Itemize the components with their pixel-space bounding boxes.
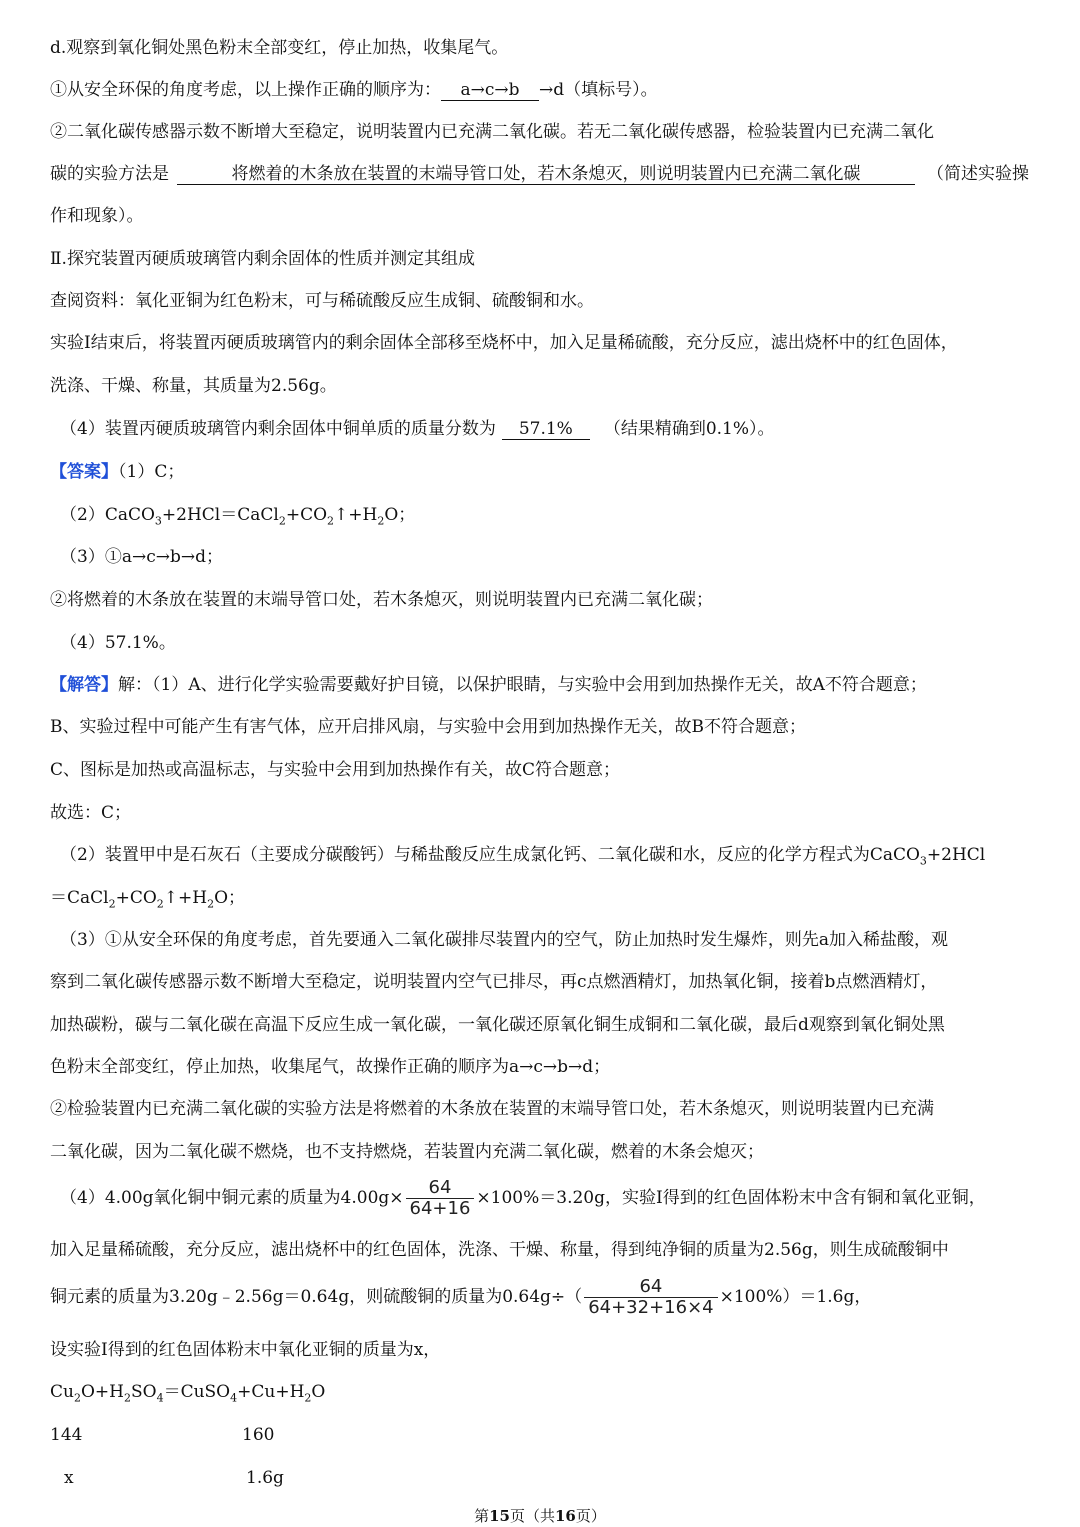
text-line [50,37,508,59]
text: 160 [242,1425,275,1445]
fraction [406,1178,475,1219]
text: →d（填标号）。 [539,80,658,100]
text-line [50,1141,764,1163]
question-3-2 [50,163,1029,185]
text-line [60,546,223,568]
text-line [50,589,713,611]
text-line [50,332,958,354]
subscript: 4 [230,1391,238,1405]
text-line [50,1014,945,1036]
solution-tag: 【解答】 [50,675,118,695]
text: x [64,1468,74,1488]
text: O； [384,505,416,525]
question-3-1 [50,79,658,101]
subscript: 3 [154,514,162,528]
subscript: 2 [377,514,385,528]
text: 1.6g [246,1468,284,1488]
subscript: 2 [304,1391,312,1405]
subscript: 2 [73,1391,81,1405]
equation-line [50,1381,325,1409]
solution-line [50,674,927,696]
section-heading [50,248,475,270]
answer-line [50,461,184,483]
text: （简述实验操 [927,164,1029,184]
subscript: 2 [123,1391,131,1405]
text: 第 [474,1507,490,1525]
text-line [50,716,806,738]
text-line [50,375,337,397]
text: ×100%）＝1.6g， [719,1287,872,1307]
text: SO [130,1382,157,1402]
text-line [50,121,934,143]
text: B、实验过程中可能产生有害气体，应开启排风扇，与实验中会用到加热操作无关，故B不符合题意； [50,717,806,737]
text: ↑+H [334,505,378,525]
text: +Cu+H [237,1382,305,1402]
subscript: 2 [108,897,116,911]
text-line [50,802,131,824]
subscript: 2 [207,897,215,911]
text-line [50,290,594,312]
text: ↑+H [163,888,208,908]
text: ×100%＝3.20g，实验Ⅰ得到的红色固体粉末中含有铜和氧化亚铜， [476,1188,986,1208]
text: d.观察到氧化铜处黑色粉末全部变红，停止加热，收集尾气。 [50,38,509,58]
text: 碳的实验方法是 [50,164,169,184]
text: （2）CaCO [60,505,155,525]
denominator: 64+32+16×4 [584,1297,717,1318]
ratio-line [50,1424,82,1446]
formula-line [60,1178,986,1219]
text: O+H [80,1382,124,1402]
equation-line [60,504,415,532]
text: 页） [575,1507,606,1525]
text: 色粉末全部变红，停止加热，收集尾气，故操作正确的顺序为a→c→b→d； [50,1057,611,1077]
ratio-line [64,1467,74,1489]
answer-tag: 【答案】 [50,462,118,482]
text: +CO [285,505,328,525]
question-4 [60,418,775,440]
ratio-line [242,1424,274,1446]
text: （4）57.1%。 [60,633,176,653]
equation-line [50,887,245,915]
subscript: 2 [156,897,164,911]
text: （4）4.00g氧化铜中铜元素的质量为4.00g× [60,1188,404,1208]
answer-blank: a→c→b [441,80,539,101]
text-line [50,1339,440,1361]
answer-blank: 57.1% [502,419,590,440]
text: 作和现象）。 [50,206,144,226]
page-number: 15 [489,1507,510,1525]
text: （2）装置甲中是石灰石（主要成分碳酸钙）与稀盐酸反应生成氯化钙、二氧化碳和水，反应的化学方程式为CaCO [60,845,920,865]
text: 铜元素的质量为3.20g﹣2.56g＝0.64g，则硫酸铜的质量为0.64g÷（ [50,1287,583,1307]
text: O； [214,888,246,908]
fraction [584,1277,717,1318]
text: +CO [115,888,157,908]
subscript: 2 [327,514,335,528]
text: +2HCl＝CaCl [161,505,279,525]
text: （3）①从安全环保的角度考虑，首先要通入二氧化碳排尽装置内的空气，防止加热时发生爆炸，则先a加入稀盐酸，观 [60,930,948,950]
text: 144 [50,1425,83,1445]
denominator: 64+16 [406,1198,475,1219]
text: 加入足量稀硫酸，充分反应，滤出烧杯中的红色固体，洗涤、干燥、称量，得到纯净铜的质量为2.56g，则生成硫酸铜中 [50,1240,949,1260]
text: （结果精确到0.1%）。 [603,419,775,439]
text: 设实验Ⅰ得到的红色固体粉末中氧化亚铜的质量为x， [50,1340,441,1360]
text: 故选：C； [50,803,132,823]
subscript: 2 [278,514,286,528]
text-line [50,1056,610,1078]
formula-line [50,1277,871,1318]
text: O [311,1382,326,1402]
subscript: 4 [156,1391,164,1405]
text-line [50,971,937,993]
text: 加热碳粉，碳与二氧化碳在高温下反应生成一氧化碳，一氧化碳还原氧化铜生成铜和二氧化碳，最后d观察到氧化铜处黑 [50,1015,945,1035]
text: 实验Ⅰ结束后，将装置丙硬质玻璃管内的剩余固体全部移至烧杯中，加入足量稀硫酸，充分反应，滤出烧杯中的红色固体， [50,333,958,353]
numerator: 64 [428,1177,452,1198]
total-pages: 16 [555,1507,576,1525]
text: ②二氧化碳传感器示数不断增大至稳定，说明装置内已充满二氧化碳。若无二氧化碳传感器，检验装置内已充满二氧化 [50,122,934,142]
text: ＝CaCl [50,888,109,908]
ratio-line [246,1467,284,1489]
text: ①从安全环保的角度考虑，以上操作正确的顺序为： [50,80,441,100]
text-line [60,844,985,872]
text: ②将燃着的木条放在装置的末端导管口处，若木条熄灭，则说明装置内已充满二氧化碳； [50,590,713,610]
text: 解：（1）A、进行化学实验需要戴好护目镜，以保护眼睛，与实验中会用到加热操作无关，故A不符合题意； [118,675,927,695]
text: Ⅱ.探究装置丙硬质玻璃管内剩余固体的性质并测定其组成 [50,249,475,269]
text: C、图标是加热或高温标志，与实验中会用到加热操作有关，故C符合题意； [50,760,621,780]
text-line [50,1098,934,1120]
text: （4）装置丙硬质玻璃管内剩余固体中铜单质的质量分数为 [60,419,496,439]
subscript: 3 [919,854,927,868]
page-footer [0,1506,1080,1526]
text-line [50,205,144,227]
text-line [50,759,620,781]
text: Cu [50,1382,74,1402]
text: 察到二氧化碳传感器示数不断增大至稳定，说明装置内空气已排尽，再c点燃酒精灯，加热氧化铜，接着b点燃酒精灯， [50,972,938,992]
text-line [60,632,176,654]
text: 页（共 [509,1507,555,1525]
text-line [50,1239,949,1261]
text: 查阅资料：氧化亚铜为红色粉末，可与稀硫酸反应生成铜、硫酸铜和水。 [50,291,594,311]
answer-blank: 将燃着的木条放在装置的末端导管口处，若木条熄灭，则说明装置内已充满二氧化碳 [177,164,915,185]
text: （1）C； [118,462,185,482]
text: 二氧化碳，因为二氧化碳不燃烧，也不支持燃烧，若装置内充满二氧化碳，燃着的木条会熄灭； [50,1142,764,1162]
text-line [60,929,948,951]
text: +2HCl [926,845,986,865]
numerator: 64 [639,1276,663,1297]
text: （3）①a→c→b→d； [60,547,223,567]
text: 洗涤、干燥、称量，其质量为2.56g。 [50,376,337,396]
text: ②检验装置内已充满二氧化碳的实验方法是将燃着的木条放在装置的末端导管口处，若木条熄灭，则说明装置内已充满 [50,1099,934,1119]
text: ＝CuSO [163,1382,231,1402]
